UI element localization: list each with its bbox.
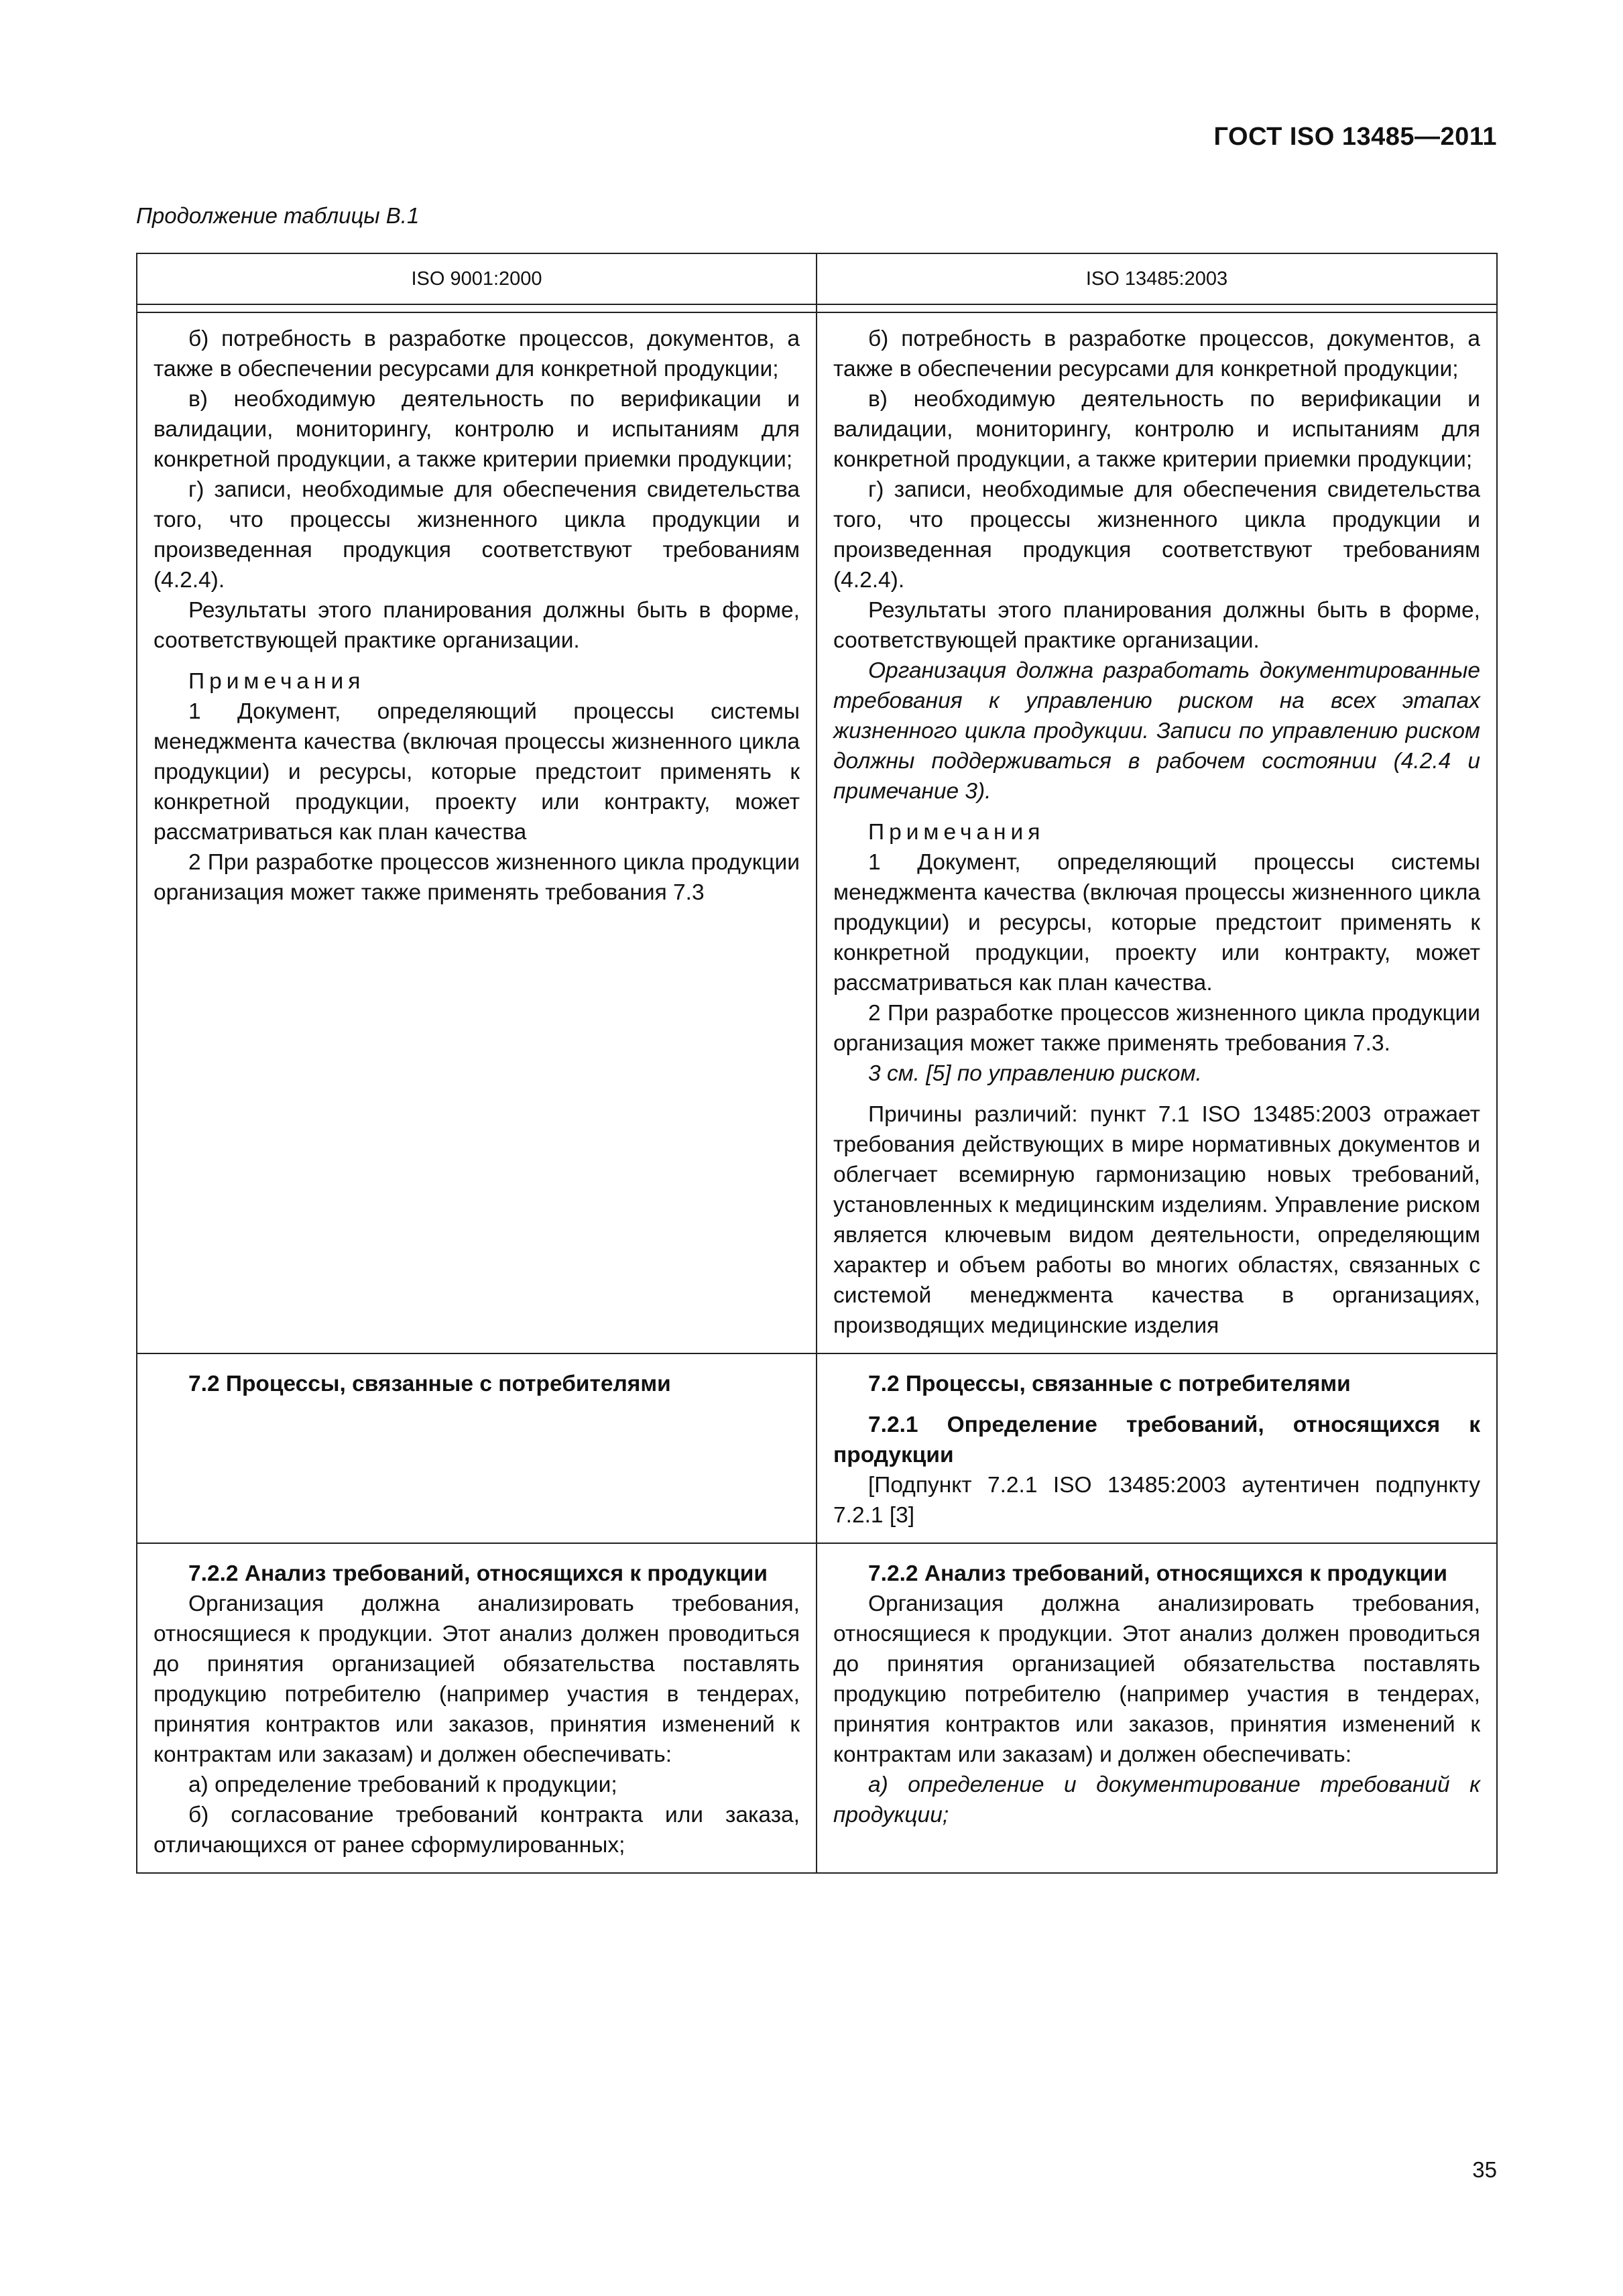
table-row xyxy=(137,312,1497,1353)
section-heading: 7.2 Процессы, связанные с потребителями xyxy=(868,1372,1351,1396)
column-header-iso9001: ISO 9001:2000 xyxy=(137,253,817,304)
note: 1 Документ, определяющий процессы системы менеджмента качества (включая процессы жизненного цикла продукции) и ресурсы, которые предстоит применять к конкретной продукции, проекту или контракту, может рассматриваться как план качества xyxy=(154,699,800,845)
table-caption: Продолжение таблицы В.1 xyxy=(136,203,420,228)
paragraph: Организация должна анализировать требования, относящиеся к продукции. Этот анализ должен проводиться до принятия организацией обязательства поставлять продукцию потребителю (например участия в тендерах, принятия контрактов или заказов, принятия изменений к контрактам или заказам) и должен обеспечивать: xyxy=(833,1591,1480,1767)
cell-iso13485-planning xyxy=(817,312,1497,1353)
page-number: 35 xyxy=(1472,2157,1497,2182)
subsection-heading: 7.2.1 Определение требований, относящихся к продукции xyxy=(833,1412,1480,1467)
note: 1 Документ, определяющий процессы системы менеджмента качества (включая процессы жизненного цикла продукции) и ресурсы, которые предстоит применять к конкретной продукции, проекту или контракту, может рассматриваться как план качества. xyxy=(833,850,1480,995)
section-heading: 7.2.2 Анализ требований, относящихся к продукции xyxy=(188,1561,768,1586)
document-designation: ГОСТ ISO 13485—2011 xyxy=(1213,123,1497,151)
table-header-row xyxy=(137,253,1497,304)
list-item: б) согласование требований контракта или заказа, отличающихся от ранее сформулированных; xyxy=(154,1803,800,1858)
paragraph: Результаты этого планирования должны быть в форме, соответствующей практике организации. xyxy=(833,598,1480,653)
note: 2 При разработке процессов жизненного цикла продукции организация может также применять требования 7.3. xyxy=(833,1001,1480,1056)
comparison-table xyxy=(136,253,1498,1874)
risk-management-paragraph: Организация должна разработать документированные требования к управлению риском на всех этапах жизненного цикла продукции. Записи по управлению риском должны поддерживаться в рабочем состоянии (4.2.4 и примечание 3). xyxy=(833,658,1480,804)
paragraph: г) записи, необходимые для обеспечения свидетельства того, что процессы жизненного цикла продукции и произведенная продукция соответствуют требованиям (4.2.4). xyxy=(154,477,800,593)
paragraph: в) необходимую деятельность по верификации и валидации, мониторингу, контролю и испытаниям для конкретной продукции, а также критерии приемки продукции; xyxy=(154,387,800,472)
cell-iso9001-customer-processes xyxy=(137,1353,817,1543)
cell-iso9001-requirements-review xyxy=(137,1543,817,1873)
list-item: а) определение и документирование требований к продукции; xyxy=(833,1772,1480,1827)
cell-iso9001-planning xyxy=(137,312,817,1353)
paragraph: б) потребность в разработке процессов, документов, а также в обеспечении ресурсами для конкретной продукции; xyxy=(154,326,800,381)
table-spacer-row xyxy=(137,304,1497,312)
section-heading: 7.2 Процессы, связанные с потребителями xyxy=(188,1372,671,1396)
cell-iso13485-requirements-review xyxy=(817,1543,1497,1873)
notes-heading: Примечания xyxy=(188,669,365,694)
note: 2 При разработке процессов жизненного цикла продукции организация может также применять требования 7.3 xyxy=(154,850,800,905)
table-row xyxy=(137,1353,1497,1543)
paragraph: Организация должна анализировать требования, относящиеся к продукции. Этот анализ должен проводиться до принятия организацией обязательства поставлять продукцию потребителю (например участия в тендерах, принятия контрактов или заказов, принятия изменений к контрактам или заказам) и должен обеспечивать: xyxy=(154,1591,800,1767)
paragraph: [Подпункт 7.2.1 ISO 13485:2003 аутентичен подпункту 7.2.1 [3] xyxy=(833,1473,1480,1528)
paragraph: б) потребность в разработке процессов, документов, а также в обеспечении ресурсами для конкретной продукции; xyxy=(833,326,1480,381)
paragraph: в) необходимую деятельность по верификации и валидации, мониторингу, контролю и испытаниям для конкретной продукции, а также критерии приемки продукции; xyxy=(833,387,1480,472)
paragraph: Результаты этого планирования должны быть в форме, соответствующей практике организации. xyxy=(154,598,800,653)
list-item: а) определение требований к продукции; xyxy=(188,1772,617,1797)
reasons-paragraph: Причины различий: пункт 7.1 ISO 13485:2003 отражает требования действующих в мире нормативных документов и облегчает всемирную гармонизацию новых требований, установленных к медицинским изделиям. Управление риском является ключевым видом деятельности, определяющим характер и объем работы во многих областях, связанных с системой менеджмента качества в организациях, производящих медицинские изделия xyxy=(833,1102,1480,1338)
column-header-iso13485: ISO 13485:2003 xyxy=(817,253,1497,304)
note: 3 см. [5] по управлению риском. xyxy=(868,1061,1202,1086)
notes-heading: Примечания xyxy=(868,820,1045,845)
paragraph: г) записи, необходимые для обеспечения свидетельства того, что процессы жизненного цикла продукции и произведенная продукция соответствуют требованиям (4.2.4). xyxy=(833,477,1480,593)
cell-iso13485-customer-processes xyxy=(817,1353,1497,1543)
section-heading: 7.2.2 Анализ требований, относящихся к продукции xyxy=(868,1561,1447,1586)
table-row xyxy=(137,1543,1497,1873)
